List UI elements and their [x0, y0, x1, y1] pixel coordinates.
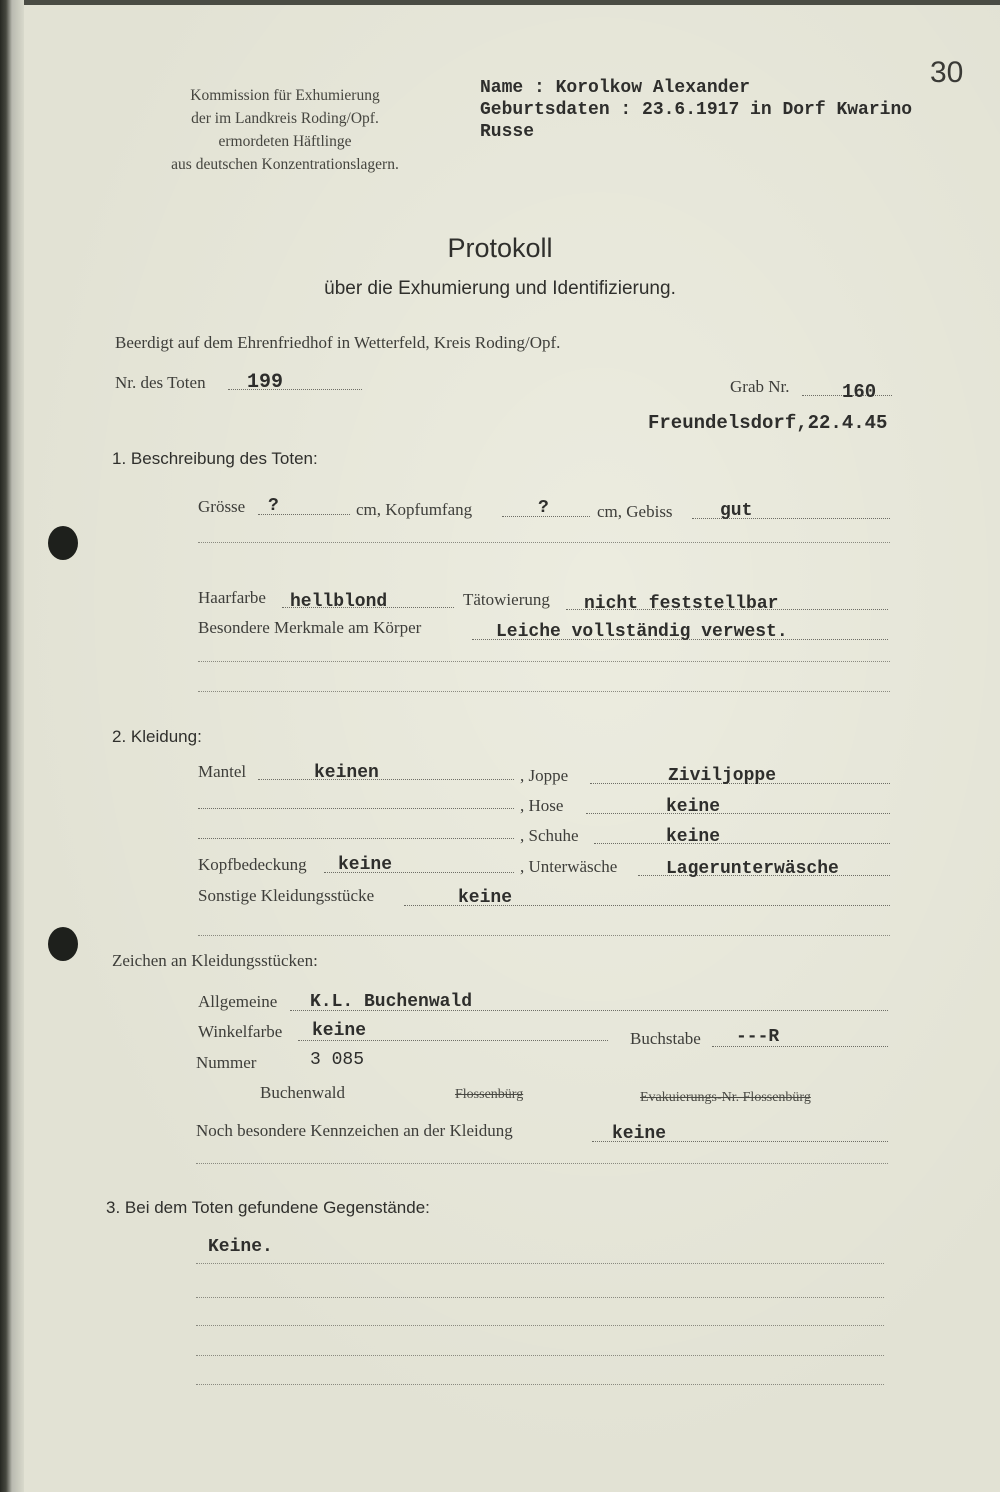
cm-headsize-label: cm, Kopfumfang	[356, 500, 473, 519]
commission-line-1: Kommission für Exhumierung	[190, 87, 380, 104]
blank-line	[198, 661, 890, 662]
found-items-value: Keine.	[208, 1237, 273, 1257]
scan-border-top	[0, 0, 1000, 5]
other-clothing-label: Sonstige Kleidungsstücke	[198, 886, 375, 905]
headwear-label: Kopfbedeckung	[198, 855, 307, 874]
underwear-value: Lagerunterwäsche	[666, 859, 839, 879]
letter-value: ---R	[736, 1027, 780, 1047]
dead-no-label: Nr. des Toten	[115, 373, 206, 392]
jacket-value: Ziviljoppe	[668, 766, 777, 786]
shoes-label: , Schuhe	[520, 826, 579, 845]
blank-line	[196, 1355, 884, 1356]
page-title: Protokoll	[447, 233, 553, 263]
punch-hole-top	[48, 526, 78, 560]
marks-label: Besondere Merkmale am Körper	[198, 618, 422, 637]
tattoo-value: nicht feststellbar	[584, 594, 779, 614]
underwear-label: , Unterwäsche	[520, 857, 618, 876]
coat-line	[258, 779, 514, 780]
headwear-value: keine	[338, 855, 393, 875]
person-nationality: Russe	[480, 122, 535, 142]
blank-line	[196, 1325, 884, 1326]
marks-heading: Zeichen an Kleidungsstücken:	[112, 951, 318, 970]
grave-value: 160	[842, 381, 877, 403]
dead-no-value: 199	[247, 371, 284, 394]
shoes-line	[594, 843, 890, 844]
hair-label: Haarfarbe	[198, 588, 266, 607]
triangle-label: Winkelfarbe	[198, 1022, 283, 1041]
trousers-label: , Hose	[520, 796, 564, 815]
marks-value: Leiche vollständig verwest.	[496, 622, 788, 642]
page-number: 30	[930, 56, 964, 89]
page-subtitle: über die Exhumierung und Identifizierung.	[324, 278, 676, 299]
commission-line-2: der im Landkreis Roding/Opf.	[191, 110, 379, 127]
size-label: Grösse	[198, 497, 246, 516]
section2-heading: 2. Kleidung:	[112, 727, 202, 746]
jacket-label: , Joppe	[520, 766, 569, 785]
hair-value: hellblond	[290, 592, 388, 612]
person-name: Name : Korolkow Alexander	[480, 78, 751, 98]
trousers-value: keine	[666, 797, 721, 817]
blank-line	[196, 1297, 884, 1298]
number-label: Nummer	[196, 1053, 257, 1072]
head-value: ?	[538, 498, 549, 518]
commission-line-3: ermordeten Häftlinge	[218, 133, 352, 150]
burial-place: Beerdigt auf dem Ehrenfriedhof in Wetterfeld, Kreis Roding/Opf.	[115, 333, 561, 352]
commission-header	[120, 84, 450, 176]
blank-line	[198, 691, 890, 692]
blank-line	[196, 1384, 884, 1385]
number-value: 3 085	[310, 1050, 365, 1070]
special-marks-value: keine	[612, 1124, 667, 1144]
trousers-line	[586, 813, 890, 814]
section1-heading: 1. Beschreibung des Toten:	[112, 449, 318, 468]
general-label: Allgemeine	[198, 992, 278, 1011]
blank-line	[196, 1163, 888, 1164]
triangle-value: keine	[312, 1021, 367, 1041]
place-date: Freundelsdorf,22.4.45	[648, 412, 888, 434]
cm-teeth-label: cm, Gebiss	[597, 502, 673, 521]
evacuation-number: Evakuierungs-Nr. Flossenbürg	[640, 1090, 811, 1105]
person-birth: Geburtsdaten : 23.6.1917 in Dorf Kwarino	[480, 100, 913, 120]
size-value: ?	[268, 496, 279, 516]
tattoo-label: Tätowierung	[463, 590, 550, 609]
teeth-value: gut	[720, 501, 753, 521]
letter-label: Buchstabe	[630, 1029, 701, 1048]
scan-border-left	[0, 0, 24, 1492]
camp-buchenwald: Buchenwald	[260, 1083, 345, 1102]
section3-heading: 3. Bei dem Toten gefundene Gegenstände:	[106, 1198, 430, 1217]
shoes-value: keine	[666, 827, 721, 847]
commission-line-4: aus deutschen Konzentrationslagern.	[171, 156, 399, 173]
coat-label: Mantel	[198, 762, 247, 781]
blank-line	[198, 808, 514, 809]
grave-label: Grab Nr.	[730, 377, 790, 396]
coat-value: keinen	[314, 763, 379, 783]
blank-line	[198, 935, 890, 936]
special-marks-label: Noch besondere Kennzeichen an der Kleidung	[196, 1121, 513, 1140]
other-clothing-value: keine	[458, 888, 513, 908]
blank-line	[196, 1263, 884, 1264]
camp-flossenbuerg: Flossenbürg	[455, 1087, 524, 1102]
blank-line	[198, 838, 514, 839]
blank-line	[198, 542, 890, 543]
punch-hole-bottom	[48, 927, 78, 961]
general-value: K.L. Buchenwald	[310, 992, 473, 1012]
